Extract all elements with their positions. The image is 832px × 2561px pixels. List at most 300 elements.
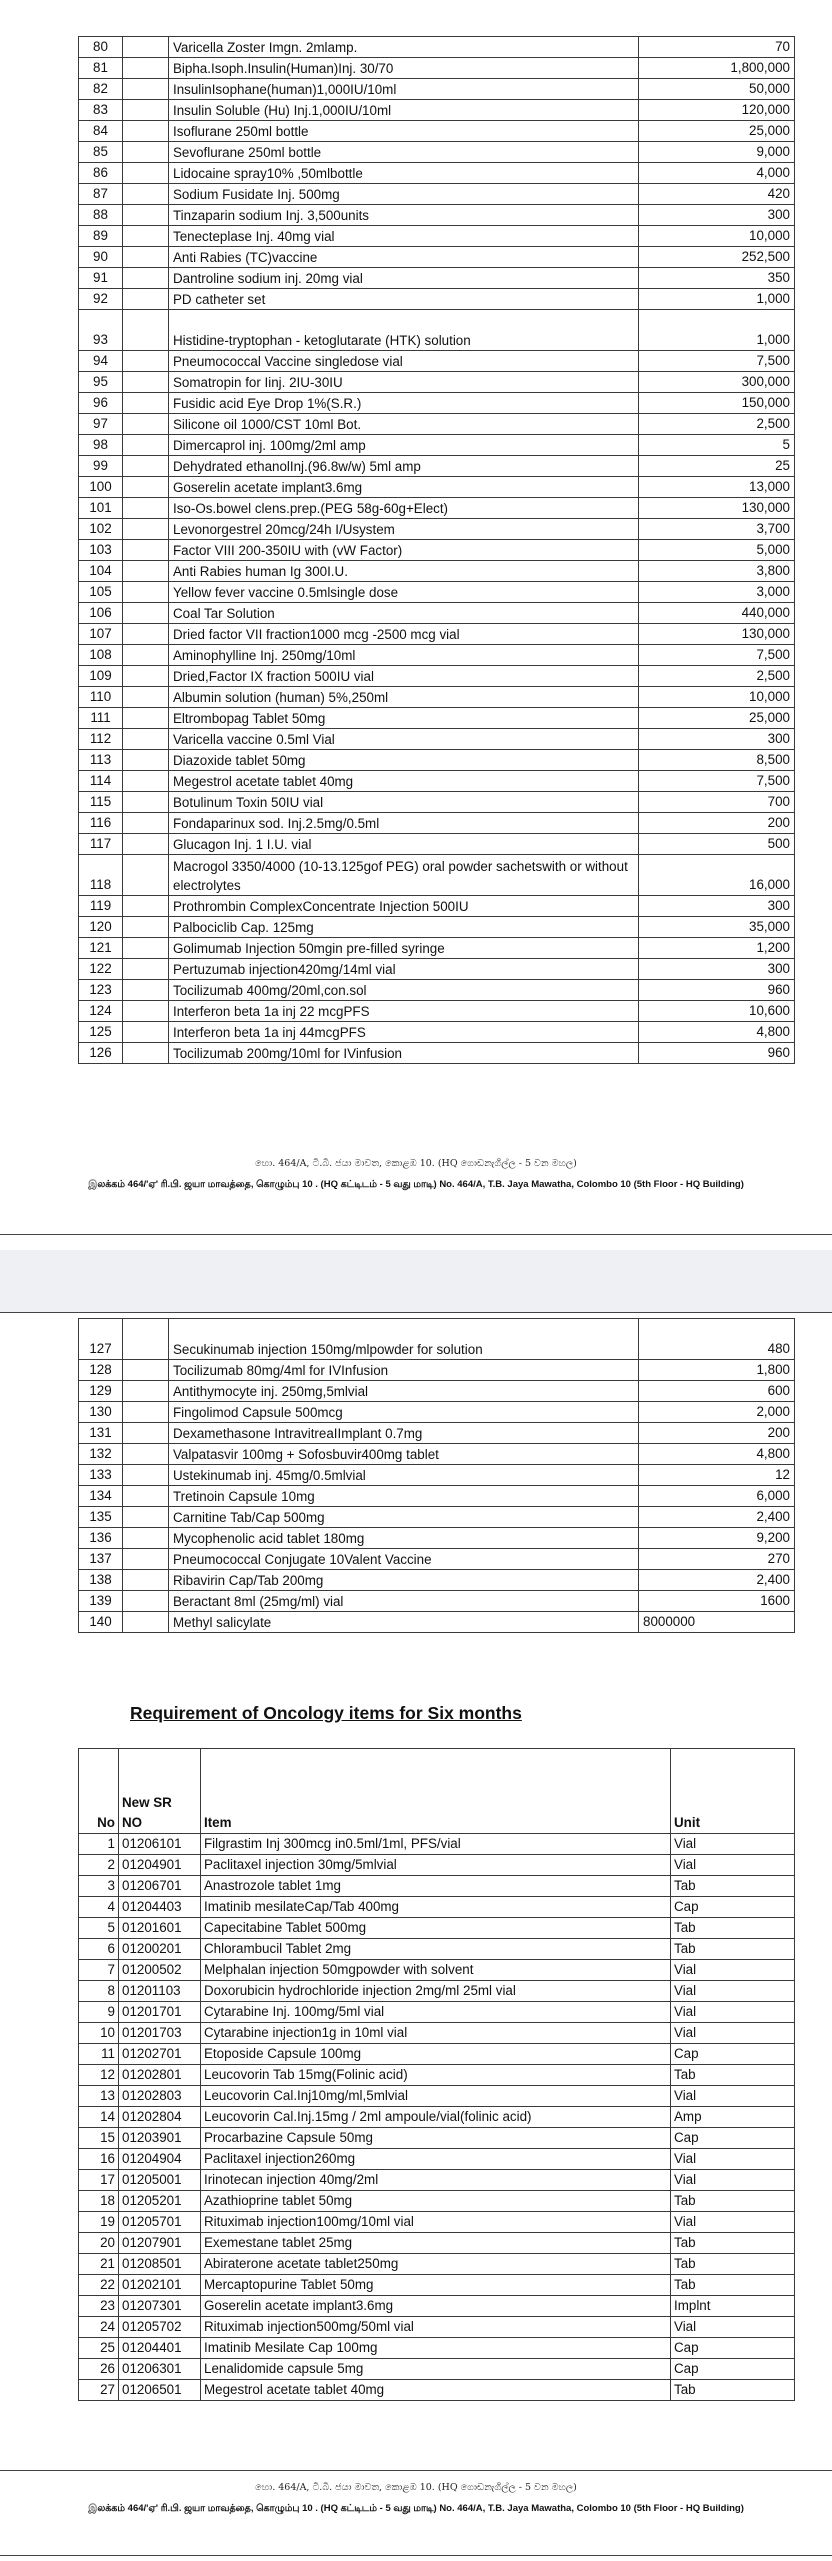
- item-name: Leucovorin Tab 15mg(Folinic acid): [201, 2065, 671, 2086]
- quantity: 35,000: [639, 917, 795, 938]
- unit: Tab: [671, 2275, 795, 2296]
- row-number: 4: [79, 1897, 119, 1918]
- row-number: 127: [79, 1319, 123, 1360]
- quantity: 252,500: [639, 247, 795, 268]
- item-name: Levonorgestrel 20mcg/24h I/Usystem: [169, 519, 639, 540]
- item-name: Azathioprine tablet 50mg: [201, 2191, 671, 2212]
- blank-cell: [123, 1444, 169, 1465]
- item-name: Goserelin acetate implant3.6mg: [169, 477, 639, 498]
- blank-cell: [123, 142, 169, 163]
- row-number: 82: [79, 79, 123, 100]
- row-number: 140: [79, 1612, 123, 1633]
- blank-cell: [123, 624, 169, 645]
- blank-cell: [123, 1319, 169, 1360]
- oncology-row: [79, 2338, 795, 2359]
- quantity: 8000000: [639, 1612, 795, 1633]
- blank-cell: [123, 1043, 169, 1064]
- oncology-row: [79, 2023, 795, 2044]
- oncology-row: [79, 2317, 795, 2338]
- item-name: Imatinib mesilateCap/Tab 400mg: [201, 1897, 671, 1918]
- item-name: Isoflurane 250ml bottle: [169, 121, 639, 142]
- oncology-row: [79, 1897, 795, 1918]
- table-row: [79, 289, 795, 310]
- row-number: 83: [79, 100, 123, 121]
- blank-cell: [123, 456, 169, 477]
- row-number: 24: [79, 2317, 119, 2338]
- sr-number: 01201701: [119, 2002, 201, 2023]
- item-name: Dehydrated ethanolInj.(96.8w/w) 5ml amp: [169, 456, 639, 477]
- page-2-footer-rule: [0, 2470, 832, 2471]
- blank-cell: [123, 435, 169, 456]
- item-name: Golimumab Injection 50mgin pre-filled syringe: [169, 938, 639, 959]
- table-row: [79, 980, 795, 1001]
- row-number: 88: [79, 205, 123, 226]
- quantity: 1,800: [639, 1360, 795, 1381]
- item-name: Paclitaxel injection260mg: [201, 2149, 671, 2170]
- blank-cell: [123, 393, 169, 414]
- row-number: 134: [79, 1486, 123, 1507]
- table-row: [79, 1486, 795, 1507]
- oncology-row: [79, 1939, 795, 1960]
- oncology-row: [79, 1981, 795, 2002]
- quantity: 5: [639, 435, 795, 456]
- oncology-row: [79, 2128, 795, 2149]
- quantity: 960: [639, 1043, 795, 1064]
- table-row: [79, 1423, 795, 1444]
- header-no: No: [79, 1749, 119, 1834]
- table-row: [79, 896, 795, 917]
- row-number: 132: [79, 1444, 123, 1465]
- unit: Vial: [671, 1834, 795, 1855]
- sr-number: 01206101: [119, 1834, 201, 1855]
- table-row: [79, 414, 795, 435]
- quantity: 50,000: [639, 79, 795, 100]
- table-row: [79, 687, 795, 708]
- blank-cell: [123, 687, 169, 708]
- quantity: 1,200: [639, 938, 795, 959]
- row-number: 26: [79, 2359, 119, 2380]
- requirement-table-page-1: [78, 36, 795, 1064]
- item-name: Melphalan injection 50mgpowder with solvent: [201, 1960, 671, 1981]
- item-name: Mycophenolic acid tablet 180mg: [169, 1528, 639, 1549]
- row-number: 5: [79, 1918, 119, 1939]
- sr-number: 01204904: [119, 2149, 201, 2170]
- quantity: 420: [639, 184, 795, 205]
- table-row: [79, 1528, 795, 1549]
- item-name: Fusidic acid Eye Drop 1%(S.R.): [169, 393, 639, 414]
- table-row: [79, 100, 795, 121]
- row-number: 86: [79, 163, 123, 184]
- table-row: [79, 205, 795, 226]
- item-name: Somatropin for Iinj. 2IU-30IU: [169, 372, 639, 393]
- item-name: Fingolimod Capsule 500mcg: [169, 1402, 639, 1423]
- row-number: 12: [79, 2065, 119, 2086]
- row-number: 130: [79, 1402, 123, 1423]
- row-number: 94: [79, 351, 123, 372]
- blank-cell: [123, 37, 169, 58]
- item-name: Glucagon Inj. 1 I.U. vial: [169, 834, 639, 855]
- table-row: [79, 247, 795, 268]
- quantity: 12: [639, 1465, 795, 1486]
- requirement-table-page-2: [78, 1318, 795, 1633]
- row-number: 3: [79, 1876, 119, 1897]
- unit: Vial: [671, 2212, 795, 2233]
- item-name: Tocilizumab 200mg/10ml for IVinfusion: [169, 1043, 639, 1064]
- row-number: 129: [79, 1381, 123, 1402]
- unit: Tab: [671, 2191, 795, 2212]
- table-row: [79, 1465, 795, 1486]
- quantity: 270: [639, 1549, 795, 1570]
- blank-cell: [123, 519, 169, 540]
- blank-cell: [123, 477, 169, 498]
- sr-number: 01206501: [119, 2380, 201, 2401]
- table-row: [79, 1022, 795, 1043]
- item-name: Valpatasvir 100mg + Sofosbuvir400mg tablet: [169, 1444, 639, 1465]
- row-number: 11: [79, 2044, 119, 2065]
- quantity: 1,800,000: [639, 58, 795, 79]
- blank-cell: [123, 372, 169, 393]
- table-row: [79, 393, 795, 414]
- quantity: 300,000: [639, 372, 795, 393]
- blank-cell: [123, 561, 169, 582]
- table-row: [79, 1570, 795, 1591]
- row-number: 102: [79, 519, 123, 540]
- oncology-row: [79, 2275, 795, 2296]
- unit: Implnt: [671, 2296, 795, 2317]
- unit: Cap: [671, 2128, 795, 2149]
- item-name: Secukinumab injection 150mg/mlpowder for solution: [169, 1319, 639, 1360]
- row-number: 109: [79, 666, 123, 687]
- oncology-table: [78, 1748, 795, 2401]
- row-number: 99: [79, 456, 123, 477]
- row-number: 13: [79, 2086, 119, 2107]
- row-number: 120: [79, 917, 123, 938]
- footer-address-sinhala: හො. 464/A, ටී.බී. ජයා මාවත, කොළඹ 10. (HQ ගොඩනැගිල්ල - 5 වන මහල): [255, 2482, 577, 2493]
- blank-cell: [123, 855, 169, 896]
- blank-cell: [123, 917, 169, 938]
- item-name: Dimercaprol inj. 100mg/2ml amp: [169, 435, 639, 456]
- quantity: 130,000: [639, 624, 795, 645]
- item-name: Tretinoin Capsule 10mg: [169, 1486, 639, 1507]
- row-number: 6: [79, 1939, 119, 1960]
- table-row: [79, 624, 795, 645]
- item-name: Rituximab injection100mg/10ml vial: [201, 2212, 671, 2233]
- item-name: Goserelin acetate implant3.6mg: [201, 2296, 671, 2317]
- item-name: Cytarabine injection1g in 10ml vial: [201, 2023, 671, 2044]
- oncology-row: [79, 2044, 795, 2065]
- item-name: Antithymocyte inj. 250mg,5mlvial: [169, 1381, 639, 1402]
- table-row: [79, 917, 795, 938]
- item-name: Yellow fever vaccine 0.5mlsingle dose: [169, 582, 639, 603]
- blank-cell: [123, 226, 169, 247]
- header-sr-line2: NO: [122, 1815, 143, 1830]
- unit: Vial: [671, 2317, 795, 2338]
- row-number: 121: [79, 938, 123, 959]
- quantity: 200: [639, 813, 795, 834]
- blank-cell: [123, 1507, 169, 1528]
- sr-number: 01202101: [119, 2275, 201, 2296]
- quantity: 4,800: [639, 1022, 795, 1043]
- quantity: 500: [639, 834, 795, 855]
- row-number: 81: [79, 58, 123, 79]
- item-name: Histidine-tryptophan - ketoglutarate (HTK) solution: [169, 310, 639, 351]
- item-name: Dantroline sodium inj. 20mg vial: [169, 268, 639, 289]
- header-sr-line1: New SR: [122, 1795, 172, 1810]
- oncology-row: [79, 2149, 795, 2170]
- oncology-row: [79, 2170, 795, 2191]
- item-name: Lidocaine spray10% ,50mlbottle: [169, 163, 639, 184]
- row-number: 97: [79, 414, 123, 435]
- table-row: [79, 268, 795, 289]
- row-number: 101: [79, 498, 123, 519]
- row-number: 131: [79, 1423, 123, 1444]
- row-number: 7: [79, 1960, 119, 1981]
- item-name: Irinotecan injection 40mg/2ml: [201, 2170, 671, 2191]
- row-number: 98: [79, 435, 123, 456]
- item-name: Varicella Zoster Imgn. 2mlamp.: [169, 37, 639, 58]
- page-gap: [0, 1250, 832, 1312]
- sr-number: 01202701: [119, 2044, 201, 2065]
- item-name: Silicone oil 1000/CST 10ml Bot.: [169, 414, 639, 435]
- item-name: Anti Rabies human Ig 300I.U.: [169, 561, 639, 582]
- oncology-row: [79, 1855, 795, 1876]
- quantity: 350: [639, 268, 795, 289]
- table-row: [79, 1001, 795, 1022]
- row-number: 124: [79, 1001, 123, 1022]
- item-name: Pertuzumab injection420mg/14ml vial: [169, 959, 639, 980]
- row-number: 1: [79, 1834, 119, 1855]
- item-name: Chlorambucil Tablet 2mg: [201, 1939, 671, 1960]
- blank-cell: [123, 582, 169, 603]
- blank-cell: [123, 980, 169, 1001]
- quantity: 120,000: [639, 100, 795, 121]
- blank-cell: [123, 938, 169, 959]
- item-name: Iso-Os.bowel clens.prep.(PEG 58g-60g+Elect): [169, 498, 639, 519]
- table-row: [79, 1381, 795, 1402]
- oncology-row: [79, 2380, 795, 2401]
- quantity: 4,000: [639, 163, 795, 184]
- item-name: Tocilizumab 400mg/20ml,con.sol: [169, 980, 639, 1001]
- row-number: 17: [79, 2170, 119, 2191]
- table-row: [79, 79, 795, 100]
- unit: Vial: [671, 1855, 795, 1876]
- table-row: [79, 771, 795, 792]
- row-number: 85: [79, 142, 123, 163]
- quantity: 700: [639, 792, 795, 813]
- sr-number: 01207301: [119, 2296, 201, 2317]
- quantity: 13,000: [639, 477, 795, 498]
- item-name: Leucovorin Cal.Inj.15mg / 2ml ampoule/vial(folinic acid): [201, 2107, 671, 2128]
- page-1-bottom-rule: [0, 1234, 832, 1235]
- sr-number: 01201601: [119, 1918, 201, 1939]
- table-row: [79, 666, 795, 687]
- blank-cell: [123, 205, 169, 226]
- sr-number: 01202804: [119, 2107, 201, 2128]
- blank-cell: [123, 708, 169, 729]
- row-number: 90: [79, 247, 123, 268]
- oncology-section-title: Requirement of Oncology items for Six months: [130, 1703, 522, 1723]
- row-number: 128: [79, 1360, 123, 1381]
- row-number: 126: [79, 1043, 123, 1064]
- item-name: Tinzaparin sodium Inj. 3,500units: [169, 205, 639, 226]
- blank-cell: [123, 1528, 169, 1549]
- item-name: Fondaparinux sod. Inj.2.5mg/0.5ml: [169, 813, 639, 834]
- table-row: [79, 540, 795, 561]
- blank-cell: [123, 603, 169, 624]
- item-name: Ribavirin Cap/Tab 200mg: [169, 1570, 639, 1591]
- quantity: 7,500: [639, 351, 795, 372]
- table-row: [79, 1444, 795, 1465]
- table-row: [79, 582, 795, 603]
- item-name: Macrogol 3350/4000 (10-13.125gof PEG) oral powder sachetswith or without electrolytes: [169, 855, 639, 896]
- blank-cell: [123, 121, 169, 142]
- quantity: 5,000: [639, 540, 795, 561]
- quantity: 1600: [639, 1591, 795, 1612]
- item-name: Lenalidomide capsule 5mg: [201, 2359, 671, 2380]
- table-row: [79, 813, 795, 834]
- row-number: 91: [79, 268, 123, 289]
- unit: Tab: [671, 1876, 795, 1897]
- row-number: 108: [79, 645, 123, 666]
- sr-number: 01204901: [119, 1855, 201, 1876]
- quantity: 10,600: [639, 1001, 795, 1022]
- item-name: Aminophylline Inj. 250mg/10ml: [169, 645, 639, 666]
- table-row: [79, 603, 795, 624]
- quantity: 7,500: [639, 771, 795, 792]
- row-number: 22: [79, 2275, 119, 2296]
- sr-number: 01206301: [119, 2359, 201, 2380]
- blank-cell: [123, 1360, 169, 1381]
- blank-cell: [123, 79, 169, 100]
- item-name: Albumin solution (human) 5%,250ml: [169, 687, 639, 708]
- unit: Vial: [671, 1960, 795, 1981]
- item-name: Pneumococcal Conjugate 10Valent Vaccine: [169, 1549, 639, 1570]
- unit: Tab: [671, 1918, 795, 1939]
- row-number: 135: [79, 1507, 123, 1528]
- table-row: [79, 1591, 795, 1612]
- item-name: Botulinum Toxin 50IU vial: [169, 792, 639, 813]
- row-number: 122: [79, 959, 123, 980]
- table-row: [79, 226, 795, 247]
- quantity: 25,000: [639, 121, 795, 142]
- sr-number: 01203901: [119, 2128, 201, 2149]
- row-number: 113: [79, 750, 123, 771]
- unit: Tab: [671, 2233, 795, 2254]
- sr-number: 01200201: [119, 1939, 201, 1960]
- table-row: [79, 1043, 795, 1064]
- table-row: [79, 1612, 795, 1633]
- item-name: Cytarabine Inj. 100mg/5ml vial: [201, 2002, 671, 2023]
- sr-number: 01205201: [119, 2191, 201, 2212]
- table-row: [79, 477, 795, 498]
- quantity: 8,500: [639, 750, 795, 771]
- item-name: Dried,Factor IX fraction 500IU vial: [169, 666, 639, 687]
- quantity: 9,200: [639, 1528, 795, 1549]
- blank-cell: [123, 729, 169, 750]
- sr-number: 01200502: [119, 1960, 201, 1981]
- blank-cell: [123, 1486, 169, 1507]
- item-name: Leucovorin Cal.Inj10mg/ml,5mlvial: [201, 2086, 671, 2107]
- quantity: 2,400: [639, 1570, 795, 1591]
- row-number: 23: [79, 2296, 119, 2317]
- page-2-bottom-rule: [0, 2555, 832, 2556]
- row-number: 103: [79, 540, 123, 561]
- page-2-top-rule: [0, 1312, 832, 1313]
- header-sr-no: [119, 1749, 201, 1834]
- quantity: 3,000: [639, 582, 795, 603]
- footer-address-tamil-english: இலக்கம் 464/'ஏ' ரி.பி. ஜயா மாவத்தை, கொழும்பு 10 . (HQ கட்டிடம் - 5 வது மாடி) No. 464/A, T.B. Jaya Mawatha, Colombo 10 (5th Floor - HQ Building): [88, 1179, 744, 1190]
- oncology-row: [79, 2002, 795, 2023]
- table-row: [79, 58, 795, 79]
- table-row: [79, 1507, 795, 1528]
- quantity: 2,500: [639, 666, 795, 687]
- item-name: InsulinIsophane(human)1,000IU/10ml: [169, 79, 639, 100]
- row-number: 136: [79, 1528, 123, 1549]
- item-name: Etoposide Capsule 100mg: [201, 2044, 671, 2065]
- item-name: Rituximab injection500mg/50ml vial: [201, 2317, 671, 2338]
- blank-cell: [123, 666, 169, 687]
- blank-cell: [123, 834, 169, 855]
- unit: Vial: [671, 2002, 795, 2023]
- row-number: 21: [79, 2254, 119, 2275]
- row-number: 20: [79, 2233, 119, 2254]
- table-row: [79, 834, 795, 855]
- row-number: 96: [79, 393, 123, 414]
- table-row: [79, 121, 795, 142]
- table-row: [79, 792, 795, 813]
- blank-cell: [123, 1591, 169, 1612]
- blank-cell: [123, 959, 169, 980]
- table-row: [79, 184, 795, 205]
- row-number: 15: [79, 2128, 119, 2149]
- table-row: [79, 1402, 795, 1423]
- item-name: Doxorubicin hydrochloride injection 2mg/ml 25ml vial: [201, 1981, 671, 2002]
- quantity: 10,000: [639, 687, 795, 708]
- row-number: 92: [79, 289, 123, 310]
- item-name: Filgrastim Inj 300mcg in0.5ml/1ml, PFS/vial: [201, 1834, 671, 1855]
- quantity: 6,000: [639, 1486, 795, 1507]
- quantity: 25,000: [639, 708, 795, 729]
- unit: Vial: [671, 1981, 795, 2002]
- header-item: Item: [201, 1749, 671, 1834]
- item-name: Megestrol acetate tablet 40mg: [201, 2380, 671, 2401]
- row-number: 100: [79, 477, 123, 498]
- row-number: 133: [79, 1465, 123, 1486]
- quantity: 10,000: [639, 226, 795, 247]
- blank-cell: [123, 163, 169, 184]
- blank-cell: [123, 1423, 169, 1444]
- quantity: 300: [639, 729, 795, 750]
- oncology-row: [79, 2065, 795, 2086]
- sr-number: 01201703: [119, 2023, 201, 2044]
- oncology-row: [79, 2086, 795, 2107]
- row-number: 107: [79, 624, 123, 645]
- unit: Vial: [671, 2170, 795, 2191]
- sr-number: 01202801: [119, 2065, 201, 2086]
- item-name: Varicella vaccine 0.5ml Vial: [169, 729, 639, 750]
- sr-number: 01205702: [119, 2317, 201, 2338]
- item-name: Exemestane tablet 25mg: [201, 2233, 671, 2254]
- quantity: 1,000: [639, 289, 795, 310]
- item-name: Insulin Soluble (Hu) Inj.1,000IU/10ml: [169, 100, 639, 121]
- footer-address-sinhala: හො. 464/A, ටී.බී. ජයා මාවත, කොළඹ 10. (HQ ගොඩනැගිල්ල - 5 වන මහල): [255, 1158, 577, 1169]
- item-name: Paclitaxel injection 30mg/5mlvial: [201, 1855, 671, 1876]
- table-row: [79, 142, 795, 163]
- table-row: [79, 37, 795, 58]
- table-row: [79, 561, 795, 582]
- row-number: 2: [79, 1855, 119, 1876]
- row-number: 93: [79, 310, 123, 351]
